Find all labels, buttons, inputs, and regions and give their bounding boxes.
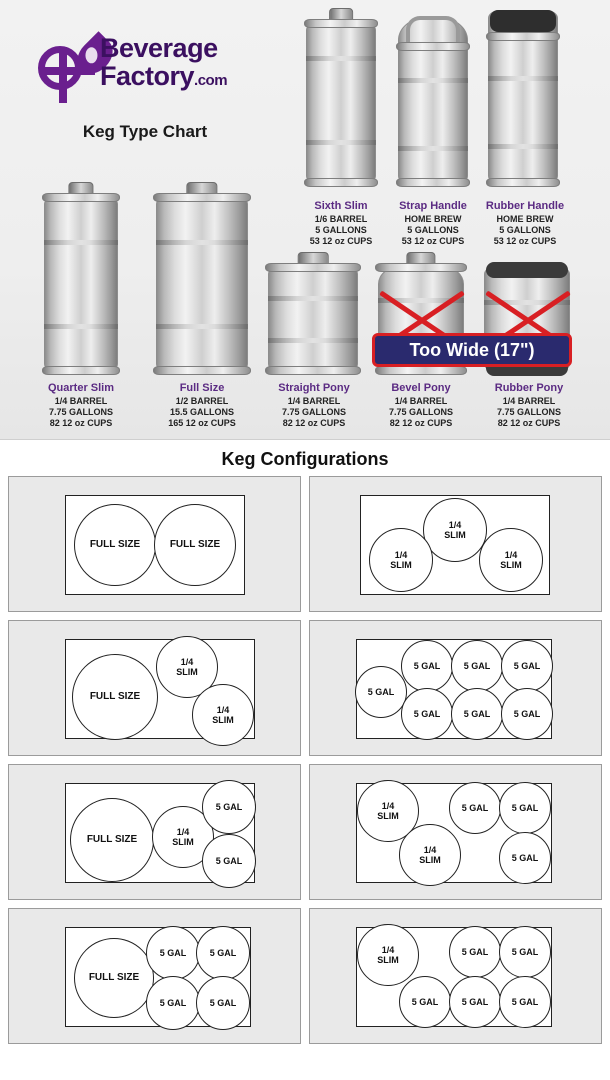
beverage-factory-logo[interactable] <box>38 28 278 98</box>
keg-circle-five-gal: 5 GAL <box>196 926 250 980</box>
keg-circle-quarter-slim: 1/4 SLIM <box>152 806 214 868</box>
keg-circle-five-gal: 5 GAL <box>401 640 453 692</box>
keg-image-sixth-slim <box>306 22 376 184</box>
fridge-outline <box>356 927 552 1027</box>
keg-image-rubber-handle <box>488 10 558 184</box>
gear-icon <box>38 46 82 90</box>
keg-circle-five-gal: 5 GAL <box>499 782 551 834</box>
fridge-outline <box>65 495 245 595</box>
keg-circle-full-size: FULL SIZE <box>72 654 158 740</box>
fridge-outline <box>65 783 255 883</box>
logo-dotcom: .com <box>194 72 228 89</box>
keg-circle-five-gal: 5 GAL <box>499 832 551 884</box>
keg-circle-five-gal: 5 GAL <box>499 926 551 978</box>
config-cell-5[interactable] <box>8 764 301 900</box>
keg-circle-quarter-slim: 1/4 SLIM <box>399 824 461 886</box>
keg-circle-full-size: FULL SIZE <box>74 938 154 1018</box>
fridge-outline <box>360 495 550 595</box>
keg-circle-five-gal: 5 GAL <box>202 834 256 888</box>
keg-circle-quarter-slim: 1/4 SLIM <box>369 528 433 592</box>
keg-label-full-size: Full Size <box>179 382 225 394</box>
config-cell-1[interactable] <box>8 476 301 612</box>
keg-image-quarter-slim <box>44 196 118 372</box>
too-wide-warning-badge: Too Wide (17") <box>372 333 572 367</box>
logo-line-1: Beverage <box>100 33 218 63</box>
keg-image-full-size <box>156 196 248 372</box>
logo-line-2: Factory <box>100 61 195 91</box>
keg-circle-five-gal: 5 GAL <box>451 688 503 740</box>
keg-circle-full-size: FULL SIZE <box>70 798 154 882</box>
keg-image-strap-handle <box>398 18 468 184</box>
keg-type-chart-section <box>0 0 610 440</box>
fridge-outline <box>356 639 552 739</box>
keg-circle-five-gal: 5 GAL <box>196 976 250 1030</box>
keg-specs-sixth-slim: 1/6 BARREL 5 GALLONS 53 12 oz CUPS <box>309 214 373 246</box>
keg-label-sixth-slim: Sixth Slim <box>314 200 368 212</box>
page-title: Keg Type Chart <box>82 122 208 141</box>
config-cell-4[interactable] <box>309 620 602 756</box>
keg-circle-five-gal: 5 GAL <box>501 688 553 740</box>
keg-circle-five-gal: 5 GAL <box>146 976 200 1030</box>
fridge-outline <box>65 639 255 739</box>
keg-circle-five-gal: 5 GAL <box>146 926 200 980</box>
config-cell-8[interactable] <box>309 908 602 1044</box>
config-cell-6[interactable] <box>309 764 602 900</box>
keg-circle-quarter-slim: 1/4 SLIM <box>357 780 419 842</box>
keg-circle-full-size: FULL SIZE <box>74 504 156 586</box>
keg-circle-quarter-slim: 1/4 SLIM <box>479 528 543 592</box>
keg-specs-strap-handle: HOME BREW 5 GALLONS 53 12 oz CUPS <box>401 214 465 246</box>
section-divider <box>0 439 610 440</box>
keg-label-bevel-pony: Bevel Pony <box>391 382 451 394</box>
keg-circle-five-gal: 5 GAL <box>202 780 256 834</box>
keg-circle-five-gal: 5 GAL <box>355 666 407 718</box>
keg-specs-rubber-pony: 1/4 BARREL 7.75 GALLONS 82 12 oz CUPS <box>496 396 561 428</box>
keg-circle-five-gal: 5 GAL <box>449 926 501 978</box>
keg-circle-five-gal: 5 GAL <box>499 976 551 1028</box>
keg-circle-five-gal: 5 GAL <box>449 976 501 1028</box>
config-cell-7[interactable] <box>8 908 301 1044</box>
keg-circle-quarter-slim: 1/4 SLIM <box>357 924 419 986</box>
keg-configurations-grid <box>0 476 610 1054</box>
fridge-outline <box>356 783 552 883</box>
keg-circle-five-gal: 5 GAL <box>449 782 501 834</box>
keg-circle-five-gal: 5 GAL <box>399 976 451 1028</box>
keg-circle-five-gal: 5 GAL <box>451 640 503 692</box>
keg-specs-full-size: 1/2 BARREL 15.5 GALLONS 165 12 oz CUPS <box>168 396 236 428</box>
keg-label-rubber-pony: Rubber Pony <box>494 382 564 394</box>
keg-specs-quarter-slim: 1/4 BARREL 7.75 GALLONS 82 12 oz CUPS <box>48 396 113 428</box>
keg-circle-quarter-slim: 1/4 SLIM <box>192 684 254 746</box>
logo-text <box>100 34 227 95</box>
keg-label-straight-pony: Straight Pony <box>278 382 350 394</box>
config-cell-2[interactable] <box>309 476 602 612</box>
keg-image-straight-pony <box>268 266 358 372</box>
keg-circle-five-gal: 5 GAL <box>501 640 553 692</box>
keg-circle-full-size: FULL SIZE <box>154 504 236 586</box>
keg-circle-quarter-slim: 1/4 SLIM <box>156 636 218 698</box>
keg-label-quarter-slim: Quarter Slim <box>47 382 115 394</box>
fridge-outline <box>65 927 251 1027</box>
keg-circle-five-gal: 5 GAL <box>401 688 453 740</box>
keg-specs-rubber-handle: HOME BREW 5 GALLONS 53 12 oz CUPS <box>493 214 557 246</box>
keg-label-rubber-handle: Rubber Handle <box>485 200 565 212</box>
keg-circle-quarter-slim: 1/4 SLIM <box>423 498 487 562</box>
keg-specs-bevel-pony: 1/4 BARREL 7.75 GALLONS 82 12 oz CUPS <box>388 396 453 428</box>
configurations-title: Keg Configurations <box>221 449 389 469</box>
keg-label-strap-handle: Strap Handle <box>399 200 467 212</box>
config-cell-3[interactable] <box>8 620 301 756</box>
keg-specs-straight-pony: 1/4 BARREL 7.75 GALLONS 82 12 oz CUPS <box>281 396 346 428</box>
